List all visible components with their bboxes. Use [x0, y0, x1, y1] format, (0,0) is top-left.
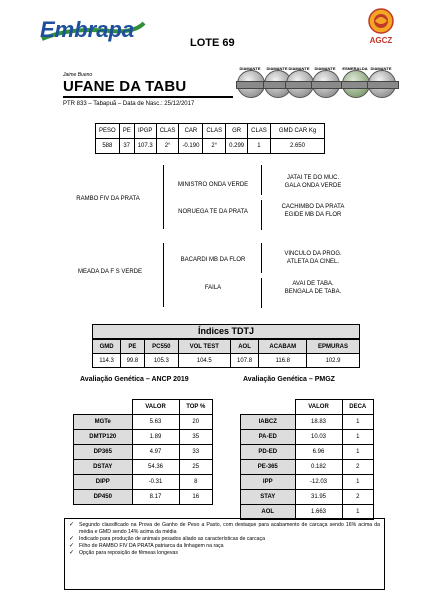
pmgz-valor: 0.182: [295, 460, 342, 475]
tdtj-header: PC550: [144, 340, 178, 354]
ancp-label: DSTAY: [74, 460, 133, 475]
ancp-top: 16: [179, 490, 213, 505]
pmgz-header-spacer: [241, 400, 296, 415]
ancp-top: 8: [179, 475, 213, 490]
pmgz-row: [241, 490, 374, 505]
pedigree-bracket: [261, 165, 262, 195]
award-badge-icon: [342, 70, 370, 98]
tdtj-header: GMD: [93, 340, 121, 354]
ancp-row: [74, 475, 213, 490]
tdtj-value: 102.9: [307, 354, 360, 368]
performance-header: CAR: [179, 124, 203, 139]
pmgz-label: PD-ED: [241, 445, 296, 460]
pedigree-great-grandparent: JATAI TE DO MUC.: [286, 175, 340, 181]
tdtj-value: 114.3: [93, 354, 121, 368]
performance-value: -0.190: [179, 139, 203, 154]
ancp-row: [74, 460, 213, 475]
performance-value: 107.3: [134, 139, 156, 154]
performance-header: GMD CAR Kg: [270, 124, 324, 139]
pmgz-deca: 1: [342, 475, 374, 490]
ancp-label: DP365: [74, 445, 133, 460]
note-item: ✓ Opção para reposição de fêmeas longevas: [69, 550, 380, 557]
ancp-table: [73, 399, 213, 505]
ancp-label: DMTP120: [74, 430, 133, 445]
performance-value: 0.299: [226, 139, 248, 154]
pmgz-valor: 18.83: [295, 415, 342, 430]
tdtj-title: Índices TDTJ: [92, 324, 360, 339]
ancp-valor: 54.36: [132, 460, 179, 475]
pedigree-sire-sire: MINISTRO ONDA VERDE: [177, 182, 249, 188]
ancp-label: DP450: [74, 490, 133, 505]
pmgz-valor: 10.03: [295, 430, 342, 445]
ancp-header-spacer: [74, 400, 133, 415]
pmgz-label: PE-365: [241, 460, 296, 475]
pmgz-valor: 31.95: [295, 490, 342, 505]
lot-number: LOTE 69: [190, 37, 235, 49]
pedigree-great-grandparent: EGIDE MB DA FLOR: [284, 212, 342, 218]
performance-header: CLAS: [156, 124, 179, 139]
ancp-label: MGTe: [74, 415, 133, 430]
pedigree-great-grandparent: ATLETA DA CINEL.: [286, 259, 340, 265]
performance-value: 2°: [156, 139, 179, 154]
performance-value: 37: [119, 139, 134, 154]
performance-value: 2.650: [270, 139, 324, 154]
pmgz-label: IABCZ: [241, 415, 296, 430]
pedigree-great-grandparent: VINCULO DA PROG.: [284, 251, 342, 257]
badge-label: DIAMANTE: [239, 66, 261, 71]
embrapa-logo: [40, 13, 146, 47]
pedigree-sire: RAMBO FIV DA PRATA: [76, 196, 140, 202]
ancp-valor: 8.17: [132, 490, 179, 505]
pmgz-valor: 1.663: [295, 505, 342, 520]
ancp-top: 20: [179, 415, 213, 430]
badge-label: ESMERALDA: [342, 66, 368, 71]
tdtj-value: 99.8: [121, 354, 145, 368]
award-badge-icon: [237, 70, 265, 98]
pmgz-label: PA-ED: [241, 430, 296, 445]
badge-label: DIAMANTE: [288, 66, 310, 71]
breeder-name: Jaime Bueno: [63, 72, 93, 78]
tdtj-header: ACABAM: [259, 340, 307, 354]
performance-header: GR: [226, 124, 248, 139]
ancp-title: Avaliação Genética – ANCP 2019: [80, 376, 189, 383]
award-badge-icon: [368, 70, 396, 98]
tdtj-value: 105.3: [144, 354, 178, 368]
pmgz-label: STAY: [241, 490, 296, 505]
tdtj-table: [92, 339, 360, 368]
tdtj-header: VOL TEST: [178, 340, 230, 354]
pedigree-bracket: [261, 200, 262, 230]
agcz-logo: [355, 5, 407, 50]
pedigree-great-grandparent: CACHIMBO DA PRATA: [281, 204, 345, 210]
pmgz-title: Avaliação Genética – PMGZ: [243, 376, 335, 383]
badge-label: DIAMANTE: [370, 66, 392, 71]
pedigree-dam-dam: FAILA: [204, 285, 222, 291]
performance-header: CLAS: [248, 124, 271, 139]
performance-header: PESO: [96, 124, 120, 139]
performance-table: [95, 123, 325, 154]
ancp-row: [74, 415, 213, 430]
ancp-label: DIPP: [74, 475, 133, 490]
pmgz-label: IPP: [241, 475, 296, 490]
performance-value: 1: [248, 139, 271, 154]
embrapa-logo-text: Embrapa: [40, 17, 135, 42]
pmgz-row: [241, 460, 374, 475]
ancp-row: [74, 430, 213, 445]
pmgz-deca: 1: [342, 415, 374, 430]
pmgz-deca: 1: [342, 430, 374, 445]
pedigree-sire-dam: NORUEGA TE DA PRATA: [178, 209, 248, 215]
tdtj-value: 107.8: [230, 354, 259, 368]
performance-value: 588: [96, 139, 120, 154]
pmgz-deca: 2: [342, 460, 374, 475]
ancp-valor: 5.63: [132, 415, 179, 430]
pmgz-valor: 6.96: [295, 445, 342, 460]
tdtj-header: PE: [121, 340, 145, 354]
pedigree-bracket: [163, 243, 164, 307]
pedigree-dam: MEADA DA F S VERDE: [77, 269, 143, 275]
pedigree-great-grandparent: AVAI DE TABA.: [292, 281, 334, 287]
pmgz-valor: -12.03: [295, 475, 342, 490]
ancp-top: 35: [179, 430, 213, 445]
pmgz-table: [240, 399, 374, 520]
award-badge-icon: [312, 70, 340, 98]
badge-label: DIAMANTE: [314, 66, 336, 71]
note-item: ✓ Segundo classificado na Prova de Ganho de Peso a Pasto, com destaque para acabamento de carcaça sendo 16% acima da média e GMD sendo 14% acima da média: [69, 522, 380, 536]
tdtj-value-row: [93, 354, 360, 368]
title-underline: [63, 96, 233, 98]
pmgz-header: DECA: [342, 400, 374, 415]
tdtj-header: EPMURAS: [307, 340, 360, 354]
tdtj-header-row: [93, 340, 360, 354]
pedigree-bracket: [261, 243, 262, 273]
pedigree-dam-sire: BACARDI MB DA FLOR: [180, 257, 246, 263]
pmgz-row: [241, 430, 374, 445]
notes-list: [69, 522, 380, 557]
ancp-row: [74, 445, 213, 460]
performance-header-row: [96, 124, 325, 139]
tdtj-indices: [92, 324, 360, 368]
ancp-valor: -0.31: [132, 475, 179, 490]
award-badge-icon: [286, 70, 314, 98]
pedigree-great-grandparent: BENGALA DE TABA.: [284, 289, 342, 295]
tdtj-value: 104.5: [178, 354, 230, 368]
agcz-logo-text: AGCZ: [369, 36, 393, 45]
ancp-header: VALOR: [132, 400, 179, 415]
pmgz-header: VALOR: [295, 400, 342, 415]
ancp-valor: 1.89: [132, 430, 179, 445]
badge-label: DIAMANTE: [266, 66, 288, 71]
pmgz-row: [241, 445, 374, 460]
performance-header: CLAS: [203, 124, 226, 139]
ancp-top: 25: [179, 460, 213, 475]
pedigree-bracket: [163, 165, 164, 229]
ancp-header: TOP %: [179, 400, 213, 415]
pmgz-deca: 1: [342, 445, 374, 460]
pmgz-header-row: [241, 400, 374, 415]
pmgz-deca: 1: [342, 505, 374, 520]
animal-registration: PTR 833 – Tabapuã – Data de Nasc.: 25/12/2017: [63, 101, 195, 107]
notes-box: [64, 518, 385, 590]
pedigree-great-grandparent: GALA ONDA VERDE: [284, 183, 342, 189]
ancp-top: 33: [179, 445, 213, 460]
tdtj-header: AOL: [230, 340, 259, 354]
performance-header: PE: [119, 124, 134, 139]
animal-name: UFANE DA TABU: [63, 78, 187, 95]
ancp-valor: 4.97: [132, 445, 179, 460]
note-item: ✓ Indicado para produção de animais pesados aliado as características de carcaça: [69, 536, 380, 543]
performance-value-row: [96, 139, 325, 154]
performance-header: IPGP: [134, 124, 156, 139]
pedigree-bracket: [261, 278, 262, 308]
performance-value: 2°: [203, 139, 226, 154]
ancp-row: [74, 490, 213, 505]
pmgz-row: [241, 415, 374, 430]
pmgz-row: [241, 475, 374, 490]
pmgz-deca: 2: [342, 490, 374, 505]
ancp-header-row: [74, 400, 213, 415]
tdtj-value: 116.8: [259, 354, 307, 368]
note-item: ✓ Filho de RAMBO FIV DA PRATA patriarca da linhagem na raça: [69, 543, 380, 550]
pmgz-label: AOL: [241, 505, 296, 520]
